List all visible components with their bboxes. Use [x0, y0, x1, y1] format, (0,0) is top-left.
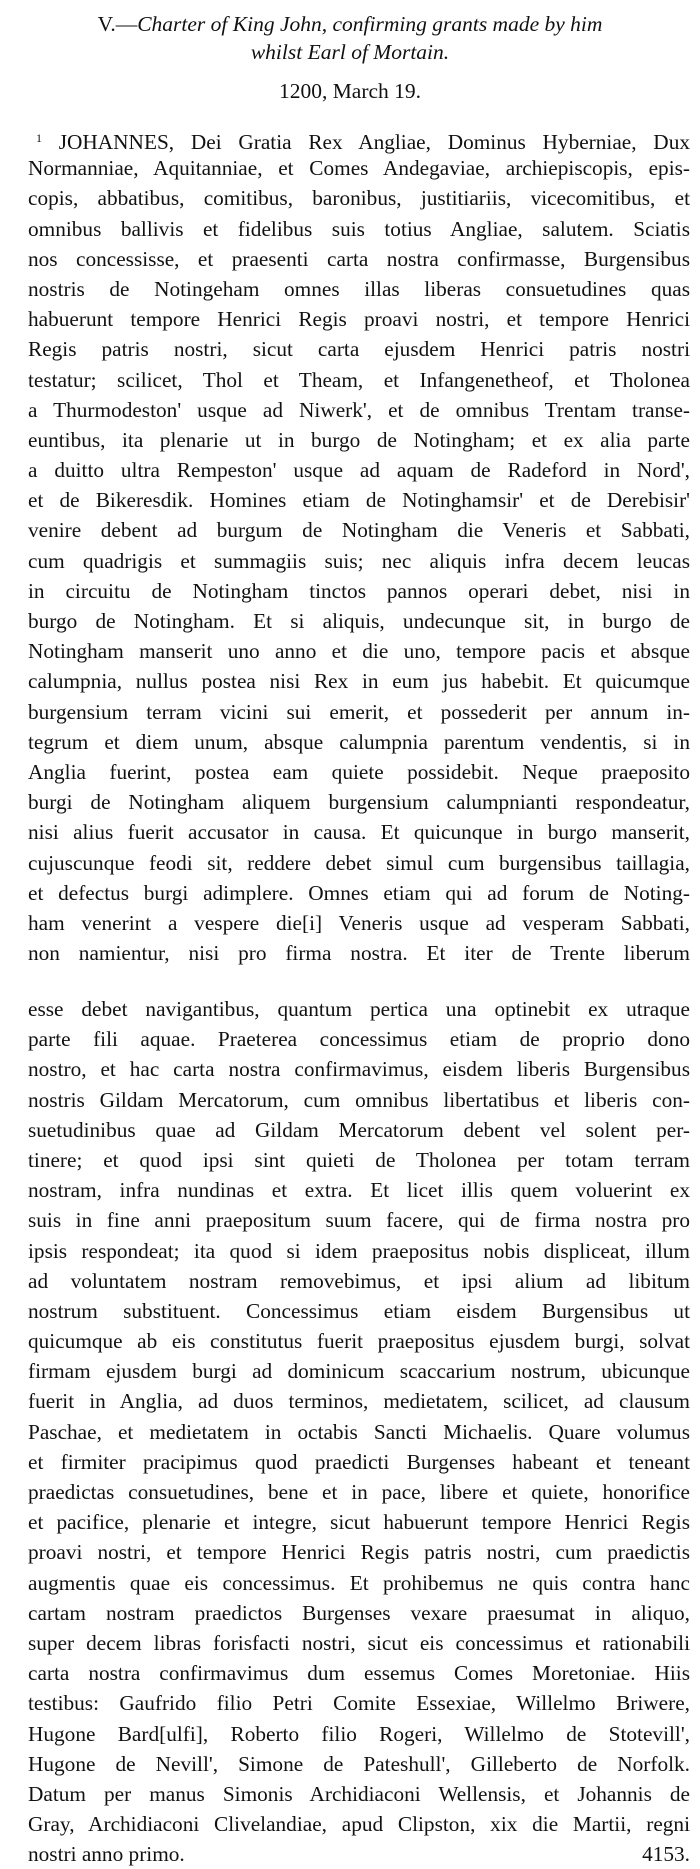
text-line: burgi de Notingham aliquem burgensium calumpnianti respondeatur, [28, 790, 690, 815]
text-line: praedictas consuetudines, bene et in pace, libere et quiete, honorifice [28, 1480, 690, 1504]
text-line: et defectus burgi adimplere. Omnes etiam qui ad forum de Noting- [28, 880, 690, 905]
text-line: Hugone de Nevill', Simone de Pateshull', Gilleberto de Norfolk. [28, 1751, 690, 1776]
text-line: suis in fine anni praepositum suum facere, qui de firma nostra pro [28, 1208, 690, 1233]
text-line: nos concessisse, et praesenti carta nostra confirmasse, Burgensibus [28, 246, 690, 271]
text-line: carta nostra confirmavimus dum essemus Comes Moretoniae. Hiis [28, 1661, 690, 1686]
text-line: nostrum substituent. Concessimus etiam eisdem Burgensibus ut [28, 1298, 690, 1323]
text-line: ad voluntatem nostram removebimus, et ipsi alium ad libitum [28, 1268, 690, 1293]
text-line: in circuitu de Notingham tinctos pannos operari debet, nisi in [28, 578, 690, 603]
text-line: Gray, Archidiaconi Clivelandiae, apud Clipston, xix die Martii, regni [28, 1812, 690, 1837]
page-number: 4153. [642, 1842, 690, 1867]
text-line: ipsis respondeat; ita quod si idem praepositus nobis displiceat, illum [28, 1238, 690, 1263]
title-line-1: Charter of King John, confirming grants made by him [137, 12, 603, 36]
text-line: nostris Gildam Mercatorum, cum omnibus libertatibus et liberis con- [28, 1087, 690, 1112]
text-line: Normanniae, Aquitanniae, et Comes Andegaviae, archiepiscopis, epis- [28, 156, 690, 181]
text-line: venire debent ad burgum de Notingham die Veneris et Sabbati, [28, 518, 690, 543]
text-line: Anglia fuerint, postea eam quiete possidebit. Neque praeposito [28, 759, 690, 784]
text-line: cujuscunque feodi sit, reddere debet simul cum burgensibus taillagia, [28, 850, 690, 875]
title-line-2: whilst Earl of Mortain. [250, 40, 450, 64]
text-line: super decem libras forisfacti nostri, sicut eis concessimus et rationabili [28, 1630, 690, 1655]
text-line [28, 123, 690, 153]
text-line: firmam ejusdem burgi ad dominicum scaccarium nostrum, ubicunque [28, 1359, 690, 1384]
final-line-text: nostri anno primo. [28, 1842, 185, 1867]
text-line: burgensium terram vicini sui emerit, et possederit per annum in- [28, 699, 690, 724]
text-line: suetudinibus quae ad Gildam Mercatorum debent vel solent per- [28, 1117, 690, 1142]
text-line: Paschae, et medietatem in octabis Sancti Michaelis. Quare volumus [28, 1419, 690, 1444]
text-line: esse debet navigantibus, quantum pertica una optinebit ex utraque [28, 997, 690, 1021]
text-line: nostro, et hac carta nostra confirmavimus, eisdem liberis Burgensibus [28, 1057, 690, 1082]
text-line: fuerit in Anglia, ad duos terminos, medietatem, scilicet, ad clausum [28, 1389, 690, 1414]
text-line: Regis patris nostri, sicut carta ejusdem Henrici patris nostri [28, 337, 690, 362]
text-line: omnibus ballivis et fidelibus suis totius Angliae, salutem. Sciatis [28, 216, 690, 241]
final-text-line [28, 1839, 690, 1869]
text-line-content: JOHANNES, Dei Gratia Rex Angliae, Dominus Hyberniae, Dux [58, 130, 690, 154]
text-line: et de Bikeresdik. Homines etiam de Notinghamsir' et de Derebisir' [28, 488, 690, 513]
text-line: testatur; scilicet, Thol et Theam, et Infangenetheof, et Tholonea [28, 367, 690, 392]
footnote-marker: 1 [36, 131, 42, 145]
text-line: cartam nostram praedictos Burgenses vexare praesumat in aliquo, [28, 1600, 690, 1625]
title-numeral: V.— [97, 12, 138, 36]
text-line: proavi nostri, et tempore Henrici Regis patris nostri, cum praedictis [28, 1540, 690, 1565]
text-line: quicumque ab eis constitutus fuerit praepositus ejusdem burgi, solvat [28, 1329, 690, 1354]
text-line: Hugone Bard[ulfi], Roberto filio Rogeri, Willelmo de Stotevill', [28, 1721, 690, 1746]
text-line: Datum per manus Simonis Archidiaconi Wellensis, et Johannis de [28, 1781, 690, 1806]
text-line: a Thurmodeston' usque ad Niwerk', et de omnibus Trentam transe- [28, 397, 690, 422]
charter-date: 1200, March 19. [278, 79, 422, 103]
text-line: testibus: Gaufrido filio Petri Comite Essexiae, Willelmo Briwere, [28, 1691, 690, 1716]
text-line: copis, abbatibus, comitibus, baronibus, justitiariis, vicecomitibus, et [28, 186, 690, 211]
text-line: parte fili aquae. Praeterea concessimus etiam de proprio dono [28, 1027, 690, 1052]
text-line: nostram, infra nundinas et extra. Et licet illis quem voluerint ex [28, 1178, 690, 1203]
charter-text-part-2 [28, 994, 690, 1869]
text-line: Notingham manserit uno anno et die uno, tempore pacis et absque [28, 639, 690, 664]
text-line: tegrum et diem unum, absque calumpnia parentum vendentis, si in [28, 729, 690, 754]
text-line: burgo de Notingham. Et si aliquis, undecunque sit, in burgo de [28, 609, 690, 633]
text-line: a duitto ultra Rempeston' usque ad aquam de Radeford in Nord', [28, 458, 690, 483]
text-line: et firmiter pracipimus quod praedicti Burgenses habeant et teneant [28, 1449, 690, 1474]
text-line: non namientur, nisi pro firma nostra. Et iter de Trente liberum [28, 941, 690, 966]
text-line: nisi alius fuerit accusator in causa. Et quicunque in burgo manserit, [28, 820, 690, 845]
text-line: ham venerint a vespere die[i] Veneris usque ad vesperam Sabbati, [28, 910, 690, 935]
charter-title [0, 10, 700, 66]
charter-text-part-1 [28, 123, 690, 968]
text-line: euntibus, ita plenarie ut in burgo de Notingham; et ex alia parte [28, 427, 690, 452]
text-line: habuerunt tempore Henrici Regis proavi nostri, et tempore Henrici [28, 307, 690, 332]
text-line: augmentis quae eis concessimus. Et prohibemus ne quis contra hanc [28, 1570, 690, 1595]
text-line: tinere; et quod ipsi sint quieti de Tholonea per totam terram [28, 1147, 690, 1172]
text-line: et pacifice, plenarie et integre, sicut habuerunt tempore Henrici Regis [28, 1510, 690, 1535]
text-line: cum quadrigis et summagiis suis; nec aliquis infra decem leucas [28, 548, 690, 573]
text-line: calumpnia, nullus postea nisi Rex in eum jus habebit. Et quicumque [28, 669, 690, 694]
text-line: nostris de Notingeham omnes illas liberas consuetudines quas [28, 276, 690, 301]
